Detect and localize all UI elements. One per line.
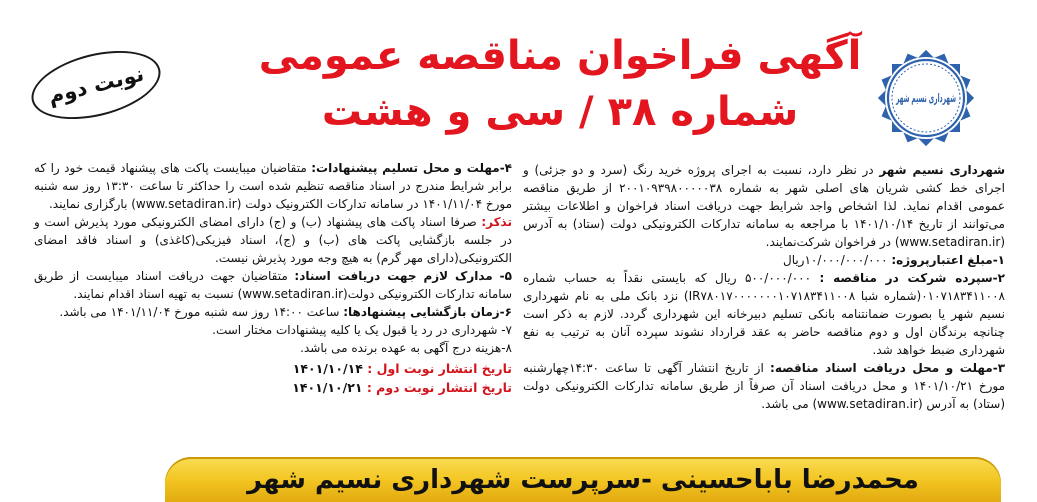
clause-5 [34,267,512,303]
clause-3-label: ۳-مهلت و محل دریافت اسناد مناقصه: [770,361,1006,375]
clause-6 [34,303,512,321]
clause-2 [523,269,1005,359]
publication-dates [34,359,512,397]
title-line-2: شماره ۳۸ / سی و هشت [321,89,799,135]
municipality-logo-icon [874,46,978,150]
clause-2-label: ۲-سپرده شرکت در مناقصه : [819,271,1005,285]
clause-8: ۸-هزینه درج آگهی به عهده برنده می باشد. [300,341,512,355]
clause-5-label: ۵- مدارک لازم جهت دریافت اسناد: [294,269,512,283]
clause-7: ۷- شهرداری در رد یا قبول یک یا کلیه پیشنهادات مختار است. [212,323,512,337]
intro-lead: شهرداری نسیم شهر [879,163,1005,177]
first-publication-date [34,359,512,378]
clause-4-label: ۴-مهلت و محل تسلیم پیشنهادات: [311,161,512,175]
badge-text: نوبت دوم [45,61,147,109]
clause-4-text: متقاضیان میبایست پاکت های پیشنهاد قیمت خود را که برابر شرایط مندرج در اسناد مناقصه تنظیم شده است را حداکثر تا ساعت ۱۳:۳۰ روز سه شنبه مورخ ۱۴۰۱/۱۱/۰۴ در سامانه تدارکات الکترونیک دولت (www.setadiran.ir) بارگزاری نمایند. [34,161,512,211]
clause-2-text: ۵۰۰/۰۰۰/۰۰۰ ریال که بایستی نقداً به حساب شماره ۰۱۰۷۱۸۳۴۱۱۰۰۸(شماره شبا IR۷۸۰۱۷۰۰۰۰۰۰۰۱۰۷۱۸۳۴۱۱۰۰۸) نزد بانک ملی به نام شهرداری نسیم شهر یا بصورت ضمانتنامه بانکی تسلیم دبیرخانه این شهرداری گردد. لازم به ذکر است چنانچه برندگان اول و دوم مناقصه حاضر به عقد قرارداد نشوند سپرده آنان به ترتیب به نفع شهرداری ضبط خواهد شد. [523,271,1005,357]
signature-banner [165,457,1001,502]
second-publication-badge [24,39,167,131]
clause-3 [523,359,1005,413]
clause-1-text: ۱۰/۰۰۰/۰۰۰/۰۰۰ریال [782,253,892,267]
clause-1 [523,251,1005,269]
note-label: تذکر: [481,215,512,229]
second-publication-value: ۱۴۰۱/۱۰/۲۱ [292,380,367,395]
clause-6-text: ساعت ۱۴:۰۰ روز سه شنبه مورخ ۱۴۰۱/۱۱/۰۴ می باشد. [59,305,344,319]
clause-3-text: از تاریخ انتشار آگهی تا ساعت ۱۴:۳۰چهارشنبه مورخ ۱۴۰۱/۱۰/۲۱ و محل دریافت اسناد آن صرفاً از طریق سامانه تدارکات الکترونیکی دولت (ستاد) به آدرس (www.setadiran.ir) می باشد. [523,361,1006,411]
clause-4 [34,159,512,213]
intro-paragraph [523,161,1005,251]
announcement-title [250,28,870,140]
logo-calligraphy: شهرداری نسیم شهر [895,91,956,105]
signature-text: محمدرضا باباحسینی -سرپرست شهرداری نسیم شهر [247,464,919,495]
second-publication-date [34,378,512,397]
right-column [523,161,1005,453]
clause-1-label: ۱-مبلغ اعتبارپروژه: [891,253,1005,267]
intro-text: در نظر دارد، نسبت به اجرای پروژه خرید رنگ (سرد و دو جزئی) و اجرای خط کشی شریان های اصلی شهر به شماره ۲۰۰۱۰۹۳۹۸۰۰۰۰۰۳۸ از طریق مناقصه عمومی اقدام نماید. لذا اشخاص واجد شرایط جهت دریافت اسناد فراخوان و اطلاعات بیشتر می‌توانند از تاریخ ۱۴۰۱/۱۰/۱۴ با مراجعه به سامانه تدارکات الکترونیکی دولت (ستاد) به آدرس (www.setadiran.ir) در فراخوان شرکت‌نمایند. [523,163,1006,249]
note-text: صرفا اسناد پاکت های پیشنهاد (ب) و (ج) دارای امضای الکترونیکی مورد پذیرش است و در جلسه بازگشایی پاکت های (ب) و (ج)، اسناد فیزیکی(کاغذی) و اسناد فاقد امضای الکترونیکی(دارای مهر گرم) به هیچ وجه مورد پذیرش نیست. [34,215,512,265]
left-column [34,159,512,453]
first-publication-value: ۱۴۰۱/۱۰/۱۴ [292,361,368,376]
clause-5-text: متقاضیان جهت دریافت اسناد میبایست از طریق سامانه تدارکات الکترونیکی دولت(www.setadiran.ir) نسبت به تهیه اسناد اقدام نمایند. [34,269,512,301]
first-publication-label: تاریخ انتشار نوبت اول : [367,361,512,376]
title-line-1: آگهی فراخوان مناقصه عمومی [258,33,862,79]
second-publication-label: تاریخ انتشار نوبت دوم : [366,380,512,395]
clause-6-label: ۶-زمان بازگشایی پیشنهادها: [343,305,512,319]
note-paragraph [34,213,512,267]
